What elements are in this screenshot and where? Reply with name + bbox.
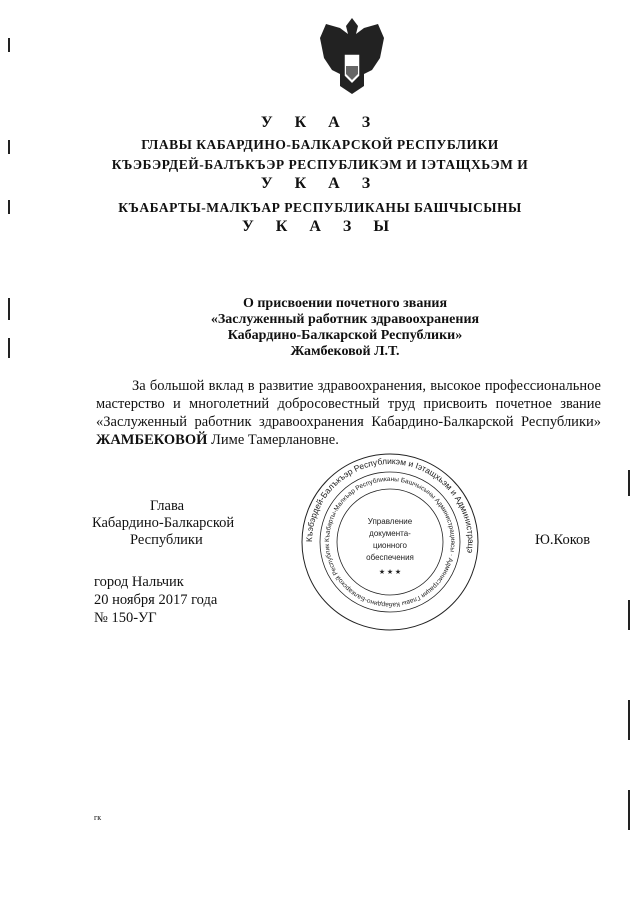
decree-date: 20 ноября 2017 года xyxy=(94,592,218,608)
signer-name: Ю.Коков xyxy=(535,532,591,548)
stamp-inner-text: Къабарты-Малкъар Республиканы Башчысыны Администрациясы · Администрация Главы Кабардино-Балкарской Республик xyxy=(323,475,457,609)
scan-mark xyxy=(628,790,630,830)
stamp-center-line: обеспечения xyxy=(366,553,414,562)
signature-position-line: Республики xyxy=(130,532,203,548)
header-title-kbd: КЪЭБЭРДЕЙ-БАЛЪКЪЭР РЕСПУБЛИКЭМ И IЭТАЩХЬЭМ И xyxy=(111,157,529,172)
stamp-outer-text: Къэбэрдей-Балъкъэр Республикэм и Iэтащхьэм и Администрацэ xyxy=(303,455,477,554)
awardee-surname: ЖАМБЕКОВОЙ xyxy=(96,432,208,448)
title-line: «Заслуженный работник здравоохранения xyxy=(210,312,480,327)
header-title-krc: КЪАБАРТЫ-МАЛКЪАР РЕСПУБЛИКАНЫ БАШЧЫСЫНЫ xyxy=(118,200,522,215)
scan-mark xyxy=(628,470,630,496)
decree-number: № 150-УГ xyxy=(94,610,157,626)
decree-title xyxy=(175,296,515,360)
header-ukaz-kbd: У К А З xyxy=(260,175,380,192)
scan-mark xyxy=(8,338,10,358)
title-line: О присвоении почетного звания xyxy=(242,296,448,311)
header-ukaz-krc: У К А З Ы xyxy=(241,218,399,235)
official-stamp xyxy=(300,452,480,632)
stamp-center-line: Управление xyxy=(367,517,413,526)
title-line: Кабардино-Балкарской Республики» xyxy=(227,328,463,343)
header-title-ru: ГЛАВЫ КАБАРДИНО-БАЛКАРСКОЙ РЕСПУБЛИКИ xyxy=(141,137,499,152)
body-text: За большой вклад в развитие здравоохранения, высокое профессиональное мастерство и многолетний добросовестный труд присвоить почетное звание «Заслуженный работник здравоохранения Кабардино-Балкарской Республики» xyxy=(96,378,601,430)
signature-position-line: Глава xyxy=(150,498,185,514)
scan-mark xyxy=(628,700,630,740)
scan-mark xyxy=(8,38,10,52)
stamp-center-line: ционного xyxy=(373,541,407,550)
header-ukaz: У К А З xyxy=(260,114,380,131)
stamp-center-line: документа- xyxy=(369,529,411,538)
city: город Нальчик xyxy=(94,574,184,590)
coat-of-arms-emblem xyxy=(318,14,386,96)
signature-position-line: Кабардино-Балкарской xyxy=(92,515,235,531)
decree-body xyxy=(96,377,601,449)
title-line: Жамбековой Л.Т. xyxy=(290,344,400,359)
body-text: Лиме Тамерлановне. xyxy=(207,432,339,448)
scan-mark xyxy=(628,600,630,630)
svg-text:★ ★ ★: ★ ★ ★ xyxy=(378,568,402,576)
preparer-initials: гк xyxy=(94,813,102,822)
scan-mark xyxy=(8,298,10,320)
